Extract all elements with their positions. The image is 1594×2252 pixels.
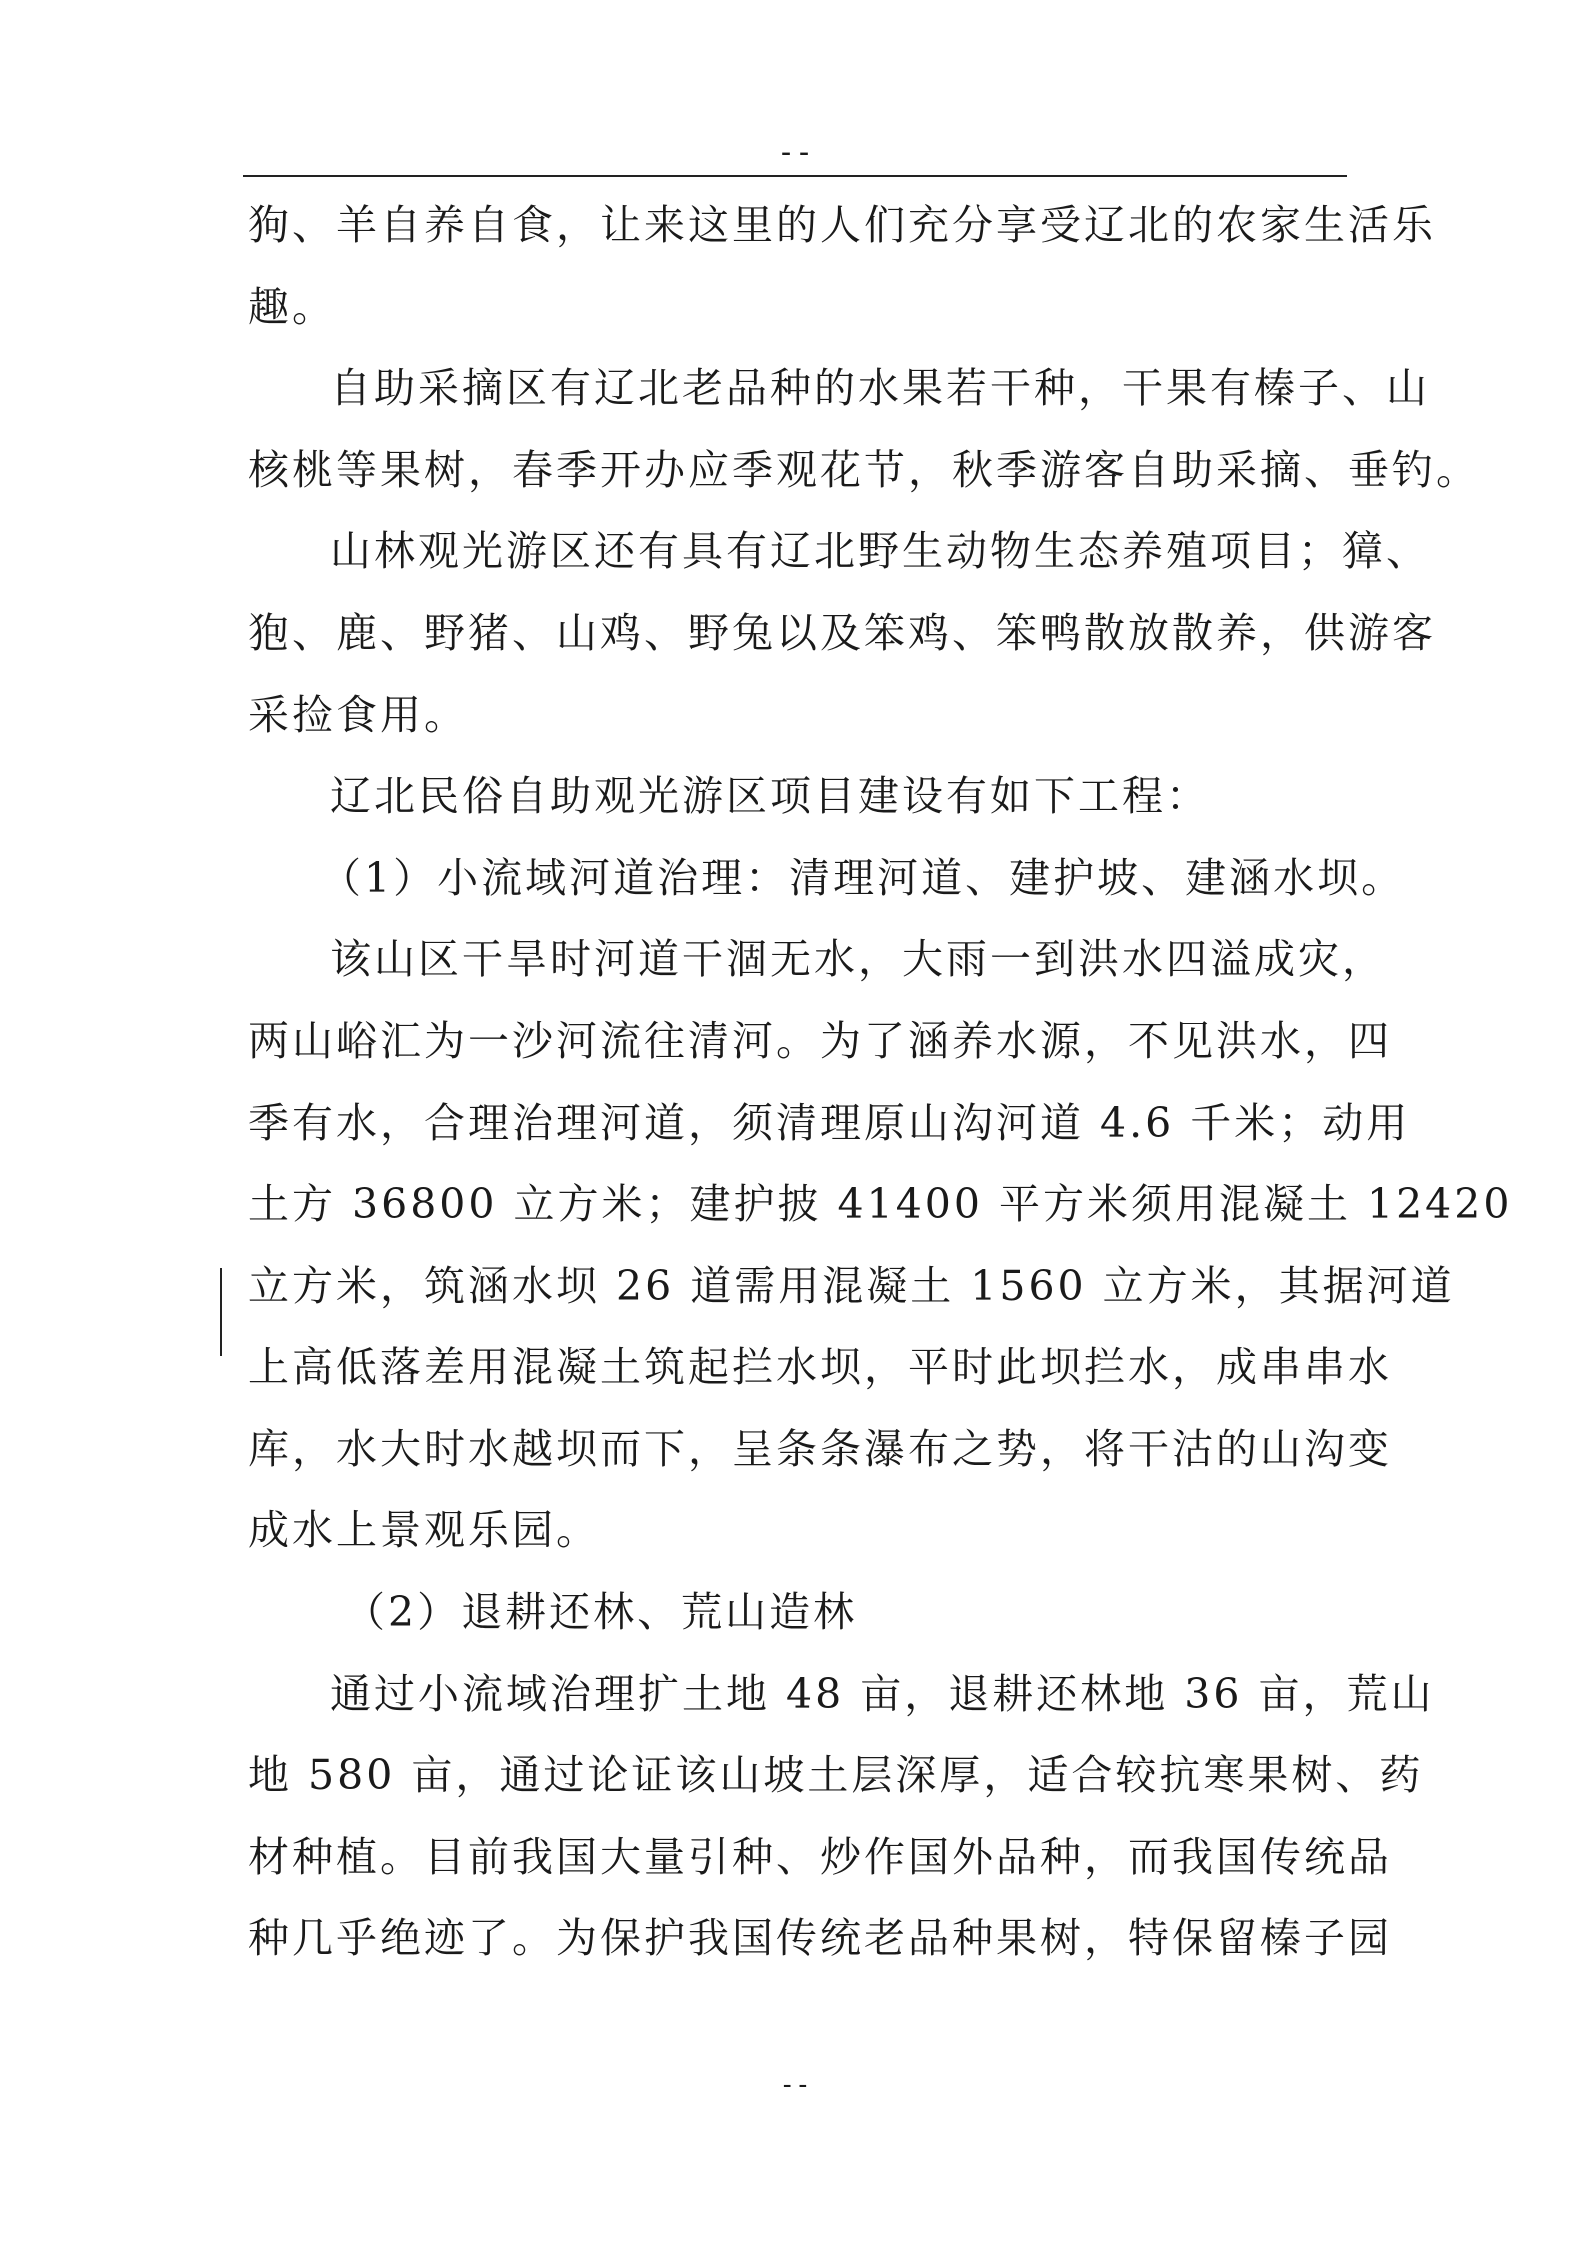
text-line: （2）退耕还林、荒山造林 — [344, 1588, 858, 1636]
text-line: 自助采摘区有辽北老品种的水果若干种，干果有榛子、山 — [330, 364, 1430, 412]
text-line: 两山峪汇为一沙河流往清河。为了涵养水源，不见洪水，四 — [248, 1017, 1392, 1065]
page-footer: -- — [779, 2070, 811, 2100]
text-line: 辽北民俗自助观光游区项目建设有如下工程： — [330, 772, 1210, 820]
text-line: 核桃等果树，春季开办应季观花节，秋季游客自助采摘、垂钓。 — [248, 446, 1480, 494]
text-line: 狗、羊自养自食，让来这里的人们充分享受辽北的农家生活乐 — [248, 201, 1436, 249]
text-line: 上高低落差用混凝土筑起拦水坝，平时此坝拦水，成串串水 — [248, 1343, 1392, 1391]
text-line: 种几乎绝迹了。为保护我国传统老品种果树，特保留榛子园 — [248, 1914, 1392, 1962]
text-line: 库，水大时水越坝而下，呈条条瀑布之势，将干沽的山沟变 — [248, 1425, 1392, 1473]
text-line: 立方米，筑涵水坝 26 道需用混凝土 1560 立方米，其据河道 — [248, 1262, 1455, 1310]
text-line: 土方 36800 立方米；建护披 41400 平方米须用混凝土 12420 — [248, 1180, 1513, 1228]
text-line: 趣。 — [248, 283, 336, 331]
text-line: 成水上景观乐园。 — [248, 1506, 600, 1554]
text-line: 该山区干旱时河道干涸无水，大雨一到洪水四溢成灾， — [330, 935, 1386, 983]
text-line: （1）小流域河道治理：清理河道、建护坡、建涵水坝。 — [320, 854, 1406, 902]
text-line: 季有水，合理治理河道，须清理原山沟河道 4.6 千米；动用 — [248, 1099, 1411, 1147]
text-line: 通过小流域治理扩土地 48 亩，退耕还林地 36 亩，荒山 — [330, 1670, 1435, 1718]
header-rule — [243, 175, 1347, 177]
text-line: 山林观光游区还有具有辽北野生动物生态养殖项目；獐、 — [330, 527, 1430, 575]
margin-bar — [220, 1268, 222, 1356]
text-line: 狍、鹿、野猪、山鸡、野兔以及笨鸡、笨鸭散放散养，供游客 — [248, 609, 1436, 657]
text-line: 采捡食用。 — [248, 691, 468, 739]
text-line: 地 580 亩，通过论证该山坡土层深厚，适合较抗寒果树、药 — [248, 1751, 1424, 1799]
text-line: 材种植。目前我国大量引种、炒作国外品种，而我国传统品 — [248, 1833, 1392, 1881]
header-mark: -- — [776, 135, 814, 170]
